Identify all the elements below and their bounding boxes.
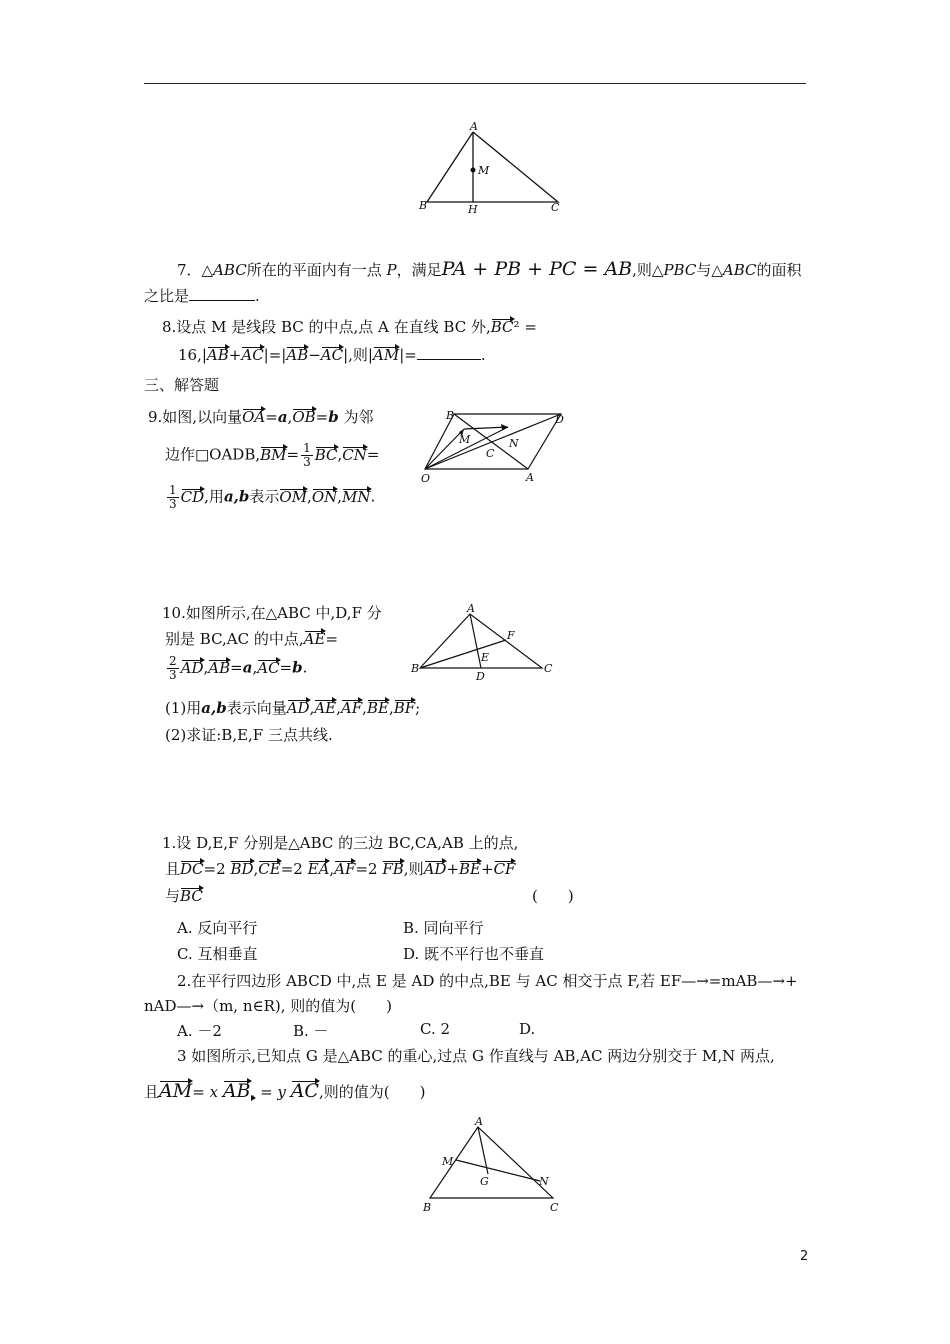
q7-line1: 7．△ABC所在的平面内有一点 P，满足PA + PB + PC = AB,则△PBC与△ABC的面积 xyxy=(177,258,802,280)
q8-line2: 16,|AB+AC|=|AB−AC|,则|AM|= . xyxy=(178,346,486,364)
q9-line1: 9.如图,以向量OA=a,OB=b 为邻 xyxy=(148,408,374,426)
p1-option-d: D. 既不平行也不垂直 xyxy=(403,945,545,963)
q7-equation: PA + PB + PC = AB xyxy=(441,258,633,280)
p1-line2: 且DC=2 BD,CE=2 EA,AF=2 FB,则AD+BE+CF xyxy=(165,860,516,878)
q7-answer-blank xyxy=(189,300,255,301)
p1-option-b: B. 同向平行 xyxy=(403,919,484,937)
p3-line1: 3 如图所示,已知点 G 是△ABC 的重心,过点 G 作直线与 AB,AC 两边分别交于 M,N 两点, xyxy=(177,1047,775,1065)
label-B: B xyxy=(411,662,420,675)
q9-line3: $\frac{1}{3}$ CD,用a,b表示OM,ON,MN. xyxy=(169,483,376,511)
label-M: M xyxy=(442,1155,454,1168)
figure-centroid-triangle xyxy=(418,1115,568,1220)
label-O: O xyxy=(421,472,431,485)
label-H: H xyxy=(468,203,478,216)
q10-line2: 别是 BC,AC 的中点,AE= xyxy=(165,630,339,648)
page-number: 2 xyxy=(800,1249,809,1264)
label-C: C xyxy=(544,662,553,675)
q10-sub1: (1)用a,b表示向量AD,AE,AF,BE,BF; xyxy=(165,699,421,717)
figure-triangle-altitude xyxy=(415,120,575,220)
label-A: A xyxy=(467,602,475,615)
q10-sub2: (2)求证:B,E,F 三点共线. xyxy=(165,726,333,744)
label-B: B xyxy=(419,199,428,212)
figure-parallelogram xyxy=(418,405,568,487)
figure-triangle-def xyxy=(408,602,553,682)
label-B: B xyxy=(446,409,455,422)
label-N: N xyxy=(539,1175,549,1188)
label-C: C xyxy=(551,201,560,214)
p1-option-c: C. 互相垂直 xyxy=(177,945,258,963)
label-N: N xyxy=(509,437,519,450)
label-C: C xyxy=(550,1201,559,1214)
label-B: B xyxy=(423,1201,432,1214)
label-A: A xyxy=(475,1115,483,1128)
q10-line3: $\frac{2}{3}$ AD,AB=a,AC=b. xyxy=(169,654,308,682)
label-G: G xyxy=(480,1175,489,1188)
p2-option-d: D. xyxy=(519,1020,536,1038)
p2-line1: 2.在平行四边形 ABCD 中,点 E 是 AD 的中点,BE 与 AC 相交于点 F,若 EF—→=mAB—→+ xyxy=(177,972,798,990)
section-heading: 三、解答题 xyxy=(144,376,220,394)
p2-option-c: C. 2 xyxy=(420,1020,451,1038)
label-C: C xyxy=(486,447,495,460)
label-A: A xyxy=(470,120,478,133)
header-rule xyxy=(144,83,806,84)
label-E: E xyxy=(481,651,490,664)
q9-line2: 边作□OADB,BM= $\frac{1}{3}$ BC,CN= xyxy=(165,441,380,469)
p2-line2: nAD—→（m, n∈R), 则的值为( ) xyxy=(144,997,392,1015)
label-A: A xyxy=(526,471,534,484)
q7-line2: 之比是 . xyxy=(144,287,260,305)
p2-option-b: B. － xyxy=(293,1022,329,1040)
label-D: D xyxy=(555,413,564,426)
label-M: M xyxy=(459,433,471,446)
p1-line1: 1.设 D,E,F 分别是△ABC 的三边 BC,CA,AB 上的点, xyxy=(162,834,519,852)
p1-answer-paren: ( ) xyxy=(532,887,574,905)
label-F: F xyxy=(507,629,515,642)
q8-answer-blank xyxy=(417,359,481,360)
p1-option-a: A. 反向平行 xyxy=(177,919,258,937)
p2-option-a: A. －2 xyxy=(177,1022,222,1040)
label-M: M xyxy=(478,164,490,177)
q10-line1: 10.如图所示,在△ABC 中,D,F 分 xyxy=(162,604,382,622)
label-D: D xyxy=(476,670,485,682)
p1-line3: 与BC xyxy=(165,887,203,905)
q8-line1: 8.设点 M 是线段 BC 的中点,点 A 在直线 BC 外,BC² = xyxy=(162,318,537,336)
p3-line2: 且AM= x AB, = y AC,则的值为( ) xyxy=(144,1080,426,1102)
